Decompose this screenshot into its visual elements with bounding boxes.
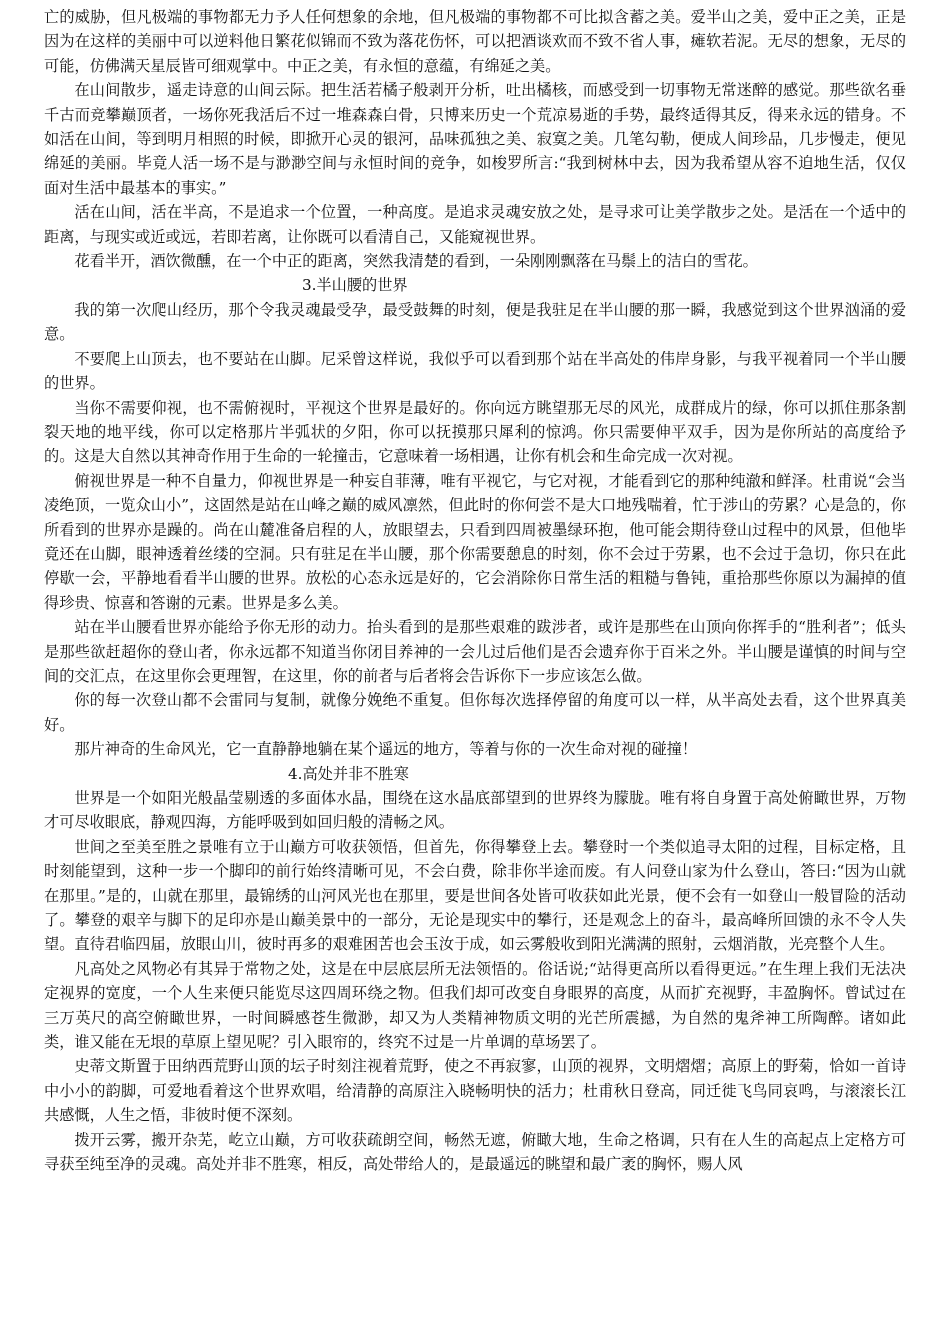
- paragraph: 凡高处之风物必有其异于常物之处，这是在中层底层所无法领悟的。俗话说;“站得更高所以看得更远。”在生理上我们无法决定视界的宽度，一个人生来便只能览尽这四周环绕之物。但我们却可改变自身眼界的高度，从而扩充视野，丰盈胸怀。曾试过在三万英尺的高空俯瞰世界，一时间瞬感苍生微渺，却又为人类精神物质文明的光芒所震撼，为自然的鬼斧神工所陶醉。诸如此类，谁又能在无垠的草原上望见呢？引入眼帘的，终究不过是一片单调的草场罢了。: [44, 959, 906, 1052]
- paragraph: 史蒂文斯置于田纳西荒野山顶的坛子时刻注视着荒野，使之不再寂寥，山顶的视界，文明熠熠；高原上的野菊，恰如一首诗中小小的韵脚，可爱地看着这个世界欢唱，给清静的高原注入晓畅明快的活力；杜甫秋日登高，同迁徙飞鸟同哀鸣，与滚滚长江共感慨，人生之悟，非彼时便不深刻。: [44, 1057, 906, 1125]
- paragraph: 不要爬上山顶去，也不要站在山脚。尼采曾这样说，我似乎可以看到那个站在半高处的伟岸身影，与我平视着同一个半山腰的世界。: [44, 349, 906, 393]
- paragraph: 站在半山腰看世界亦能给予你无形的动力。抬头看到的是那些艰难的跋涉者，或许是那些在山顶向你挥手的“胜利者”；低头是那些欲赶超你的登山者，你永远都不知道当你闭目养神的一会儿过后他们是否会遗弃你于百米之外。半山腰是谨慎的时间与空间的交汇点，在这里你会更理智，在这里，你的前者与后者将会告诉你下一步应该怎么做。: [44, 618, 906, 685]
- paragraph: 拨开云雾，搬开杂芜，屹立山巅，方可收获疏朗空间，畅然无遮，俯瞰大地，生命之格调，只有在人生的高起点上定格方可寻获至纯至净的灵魂。高处并非不胜寒，相反，高处带给人的，是最遥远的眺望和最广袤的胸怀，赐人风: [44, 1130, 906, 1174]
- paragraph: 在山间散步，遥走诗意的山间云际。把生活若橘子般剥开分析，吐出橘核，而感受到一切事物无常迷醉的感觉。那些欲名垂千古而竞攀巅顶者，一场你死我活后不过一堆森森白骨，只博来历史一个荒凉易逝的手势，最终适得其反，得来永远的错身。不如活在山间，等到明月相照的时候，即掀开心灵的银河，品味孤独之美、寂寞之美。几笔勾勒，便成人间珍品，几步慢走，便见绵延的美丽。毕竟人活一场不是与渺渺空间与永恒时间的竞争，如梭罗所言:“我到树林中去，因为我希望从容不迫地生活，仅仅面对生活中最基本的事实。”: [44, 81, 906, 197]
- section-heading: 3.半山腰的世界: [302, 276, 408, 295]
- paragraph: 我的第一次爬山经历，那个令我灵魂最受孕，最受鼓舞的时刻，便是我驻足在半山腰的那一瞬，我感觉到这个世界汹涌的爱意。: [44, 300, 906, 344]
- paragraph: 活在山间，活在半高，不是追求一个位置，一种高度。是追求灵魂安放之处，是寻求可让美学散步之处。是活在一个适中的距离，与现实或近或远，若即若离，让你既可以看清自己，又能窥视世界。: [44, 203, 906, 246]
- paragraph: 世界是一个如阳光般晶莹剔透的多面体水晶，围绕在这水晶底部望到的世界终为朦胧。唯有将自身置于高处俯瞰世界，万物才可尽收眼底，静观四海，方能呼吸到如回归般的清畅之风。: [44, 789, 906, 832]
- paragraph: 俯视世界是一种不自量力，仰视世界是一种妄自菲薄，唯有平视它，与它对视，才能看到它的那种纯澈和鲜泽。杜甫说“会当凌绝顶，一览众山小”，这固然是站在山峰之巅的威风凛然，但此时的你何尝不是大口地残喘着，忙于涉山的劳累？心是急的，你所看到的世界亦是躁的。尚在山麓准备启程的人，放眼望去，只看到四周被墨绿环抱，他可能会期待登山过程中的风景，但他毕竟还在山脚，眼神透着丝缕的空洞。只有驻足在半山腰，那个你需要憩息的时刻，你不会过于劳累，也不会过于急切，你只在此停歇一会，平静地看看半山腰的世界。放松的心态永远是好的，它会消除你日常生活的粗糙与鲁钝，重拾那些你原以为漏掉的值得珍贵、惊喜和答谢的元素。世界是多么美。: [44, 471, 906, 612]
- paragraph: 你的每一次登山都不会雷同与复制，就像分娩绝不重复。但你每次选择停留的角度可以一样，从半高处去看，这个世界真美好。: [44, 691, 906, 734]
- paragraph: 亡的威胁，但凡极端的事物都无力予人任何想象的余地，但凡极端的事物都不可比拟含蓄之美。爱半山之美，爱中正之美，正是因为在这样的美丽中可以逆料他日繁花似锦而不致为落花伤怀，可以把酒谈欢而不致不省人事，瘫软若泥。无尽的想象，无尽的可能，仿佛满天星辰皆可细观掌中。中正之美，有永恒的意蕴，有绵延之美。: [44, 8, 906, 75]
- section-heading: 4.高处并非不胜寒: [288, 764, 409, 783]
- paragraph: 花看半开，酒饮微醺，在一个中正的距离，突然我清楚的看到，一朵刚刚飘落在马鬃上的洁白的雪花。: [74, 252, 758, 271]
- paragraph: 那片神奇的生命风光，它一直静静地躺在某个遥远的地方，等着与你的一次生命对视的碰撞！: [74, 740, 698, 759]
- paragraph: 当你不需要仰视，也不需俯视时，平视这个世界是最好的。你向远方眺望那无尽的风光，成群成片的绿，你可以抓住那条割裂天地的地平线，你可以定格那片半弧状的夕阳，你可以抚摸那只犀利的惊鸿。你只需要伸平双手，因为是你所站的高度给予的。这是大自然以其神奇作用于生命的一轮撞击，它意味着一场相遇，让你有机会和生命完成一次对视。: [44, 398, 906, 466]
- paragraph: 世间之至美至胜之景唯有立于山巅方可收获领悟，但首先，你得攀登上去。攀登时一个类似追寻太阳的过程，目标定格，且时刻能望到，这种一步一个脚印的前行始终清晰可见，不会白费，除非你半途而废。有人问登山家为什么登山，答曰:“因为山就在那里。”是的，山就在那里，最锦绣的山河风光也在那里，要是世间各处皆可收获如此光景，便不会有一如登山一般冒险的活动了。攀登的艰辛与脚下的足印亦是山巅美景中的一部分，无论是现实中的攀行，还是观念上的奋斗，最高峰所回馈的永不令人失望。直待君临四届，放眼山川，彼时再多的艰难困苦也会玉汝于成，如云雾般收到阳光满满的照射，云烟消散，光亮整个人生。: [44, 837, 906, 954]
